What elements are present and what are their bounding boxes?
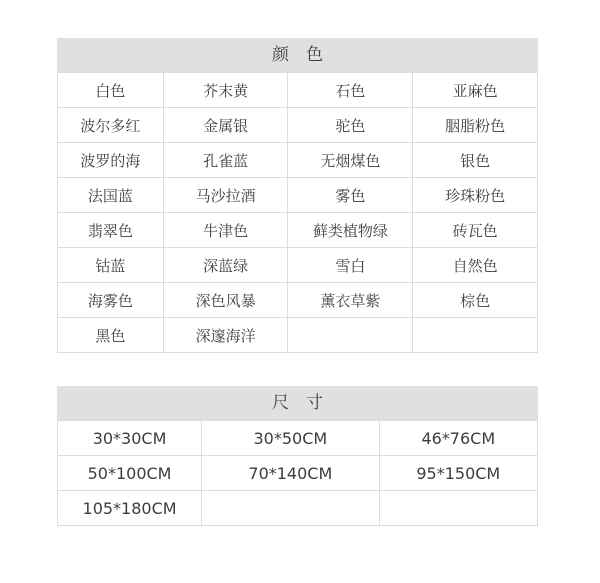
table-row: [58, 491, 538, 526]
color-cell: 银色: [413, 143, 538, 178]
color-cell: 珍珠粉色: [413, 178, 538, 213]
color-section: [57, 38, 538, 353]
color-cell: 雪白: [288, 248, 413, 283]
size-section-title: 尺 寸: [57, 386, 538, 420]
table-row: [58, 178, 538, 213]
color-cell: 马沙拉酒: [163, 178, 288, 213]
color-cell: 深邃海洋: [163, 318, 288, 353]
table-row: [58, 318, 538, 353]
size-table: [57, 420, 538, 526]
color-table: [57, 72, 538, 353]
table-row: [58, 456, 538, 491]
size-cell: 30*30CM: [58, 421, 202, 456]
color-cell: 翡翠色: [58, 213, 164, 248]
color-cell: 胭脂粉色: [413, 108, 538, 143]
size-cell: [202, 491, 379, 526]
color-cell: 自然色: [413, 248, 538, 283]
color-cell: 钴蓝: [58, 248, 164, 283]
size-cell: 30*50CM: [202, 421, 379, 456]
color-cell: 海雾色: [58, 283, 164, 318]
color-cell: 棕色: [413, 283, 538, 318]
color-cell: 深色风暴: [163, 283, 288, 318]
table-row: [58, 421, 538, 456]
size-cell: 46*76CM: [379, 421, 537, 456]
color-cell: 雾色: [288, 178, 413, 213]
color-cell: 孔雀蓝: [163, 143, 288, 178]
size-cell: 105*180CM: [58, 491, 202, 526]
color-cell: 牛津色: [163, 213, 288, 248]
table-row: [58, 108, 538, 143]
color-cell: 砖瓦色: [413, 213, 538, 248]
color-cell: 藓类植物绿: [288, 213, 413, 248]
color-cell: 无烟煤色: [288, 143, 413, 178]
color-cell: [413, 318, 538, 353]
color-cell: 亚麻色: [413, 73, 538, 108]
size-cell: [379, 491, 537, 526]
table-row: [58, 73, 538, 108]
color-cell: 波罗的海: [58, 143, 164, 178]
size-section: [57, 386, 538, 526]
color-cell: 薰衣草紫: [288, 283, 413, 318]
table-row: [58, 143, 538, 178]
size-cell: 95*150CM: [379, 456, 537, 491]
table-row: [58, 283, 538, 318]
color-section-title: 颜 色: [57, 38, 538, 72]
color-cell: 金属银: [163, 108, 288, 143]
size-cell: 50*100CM: [58, 456, 202, 491]
color-cell: 波尔多红: [58, 108, 164, 143]
color-cell: 石色: [288, 73, 413, 108]
color-cell: 芥末黄: [163, 73, 288, 108]
color-cell: 白色: [58, 73, 164, 108]
size-cell: 70*140CM: [202, 456, 379, 491]
color-cell: 黑色: [58, 318, 164, 353]
color-cell: 驼色: [288, 108, 413, 143]
table-row: [58, 213, 538, 248]
color-cell: [288, 318, 413, 353]
color-cell: 深蓝绿: [163, 248, 288, 283]
color-cell: 法国蓝: [58, 178, 164, 213]
table-row: [58, 248, 538, 283]
